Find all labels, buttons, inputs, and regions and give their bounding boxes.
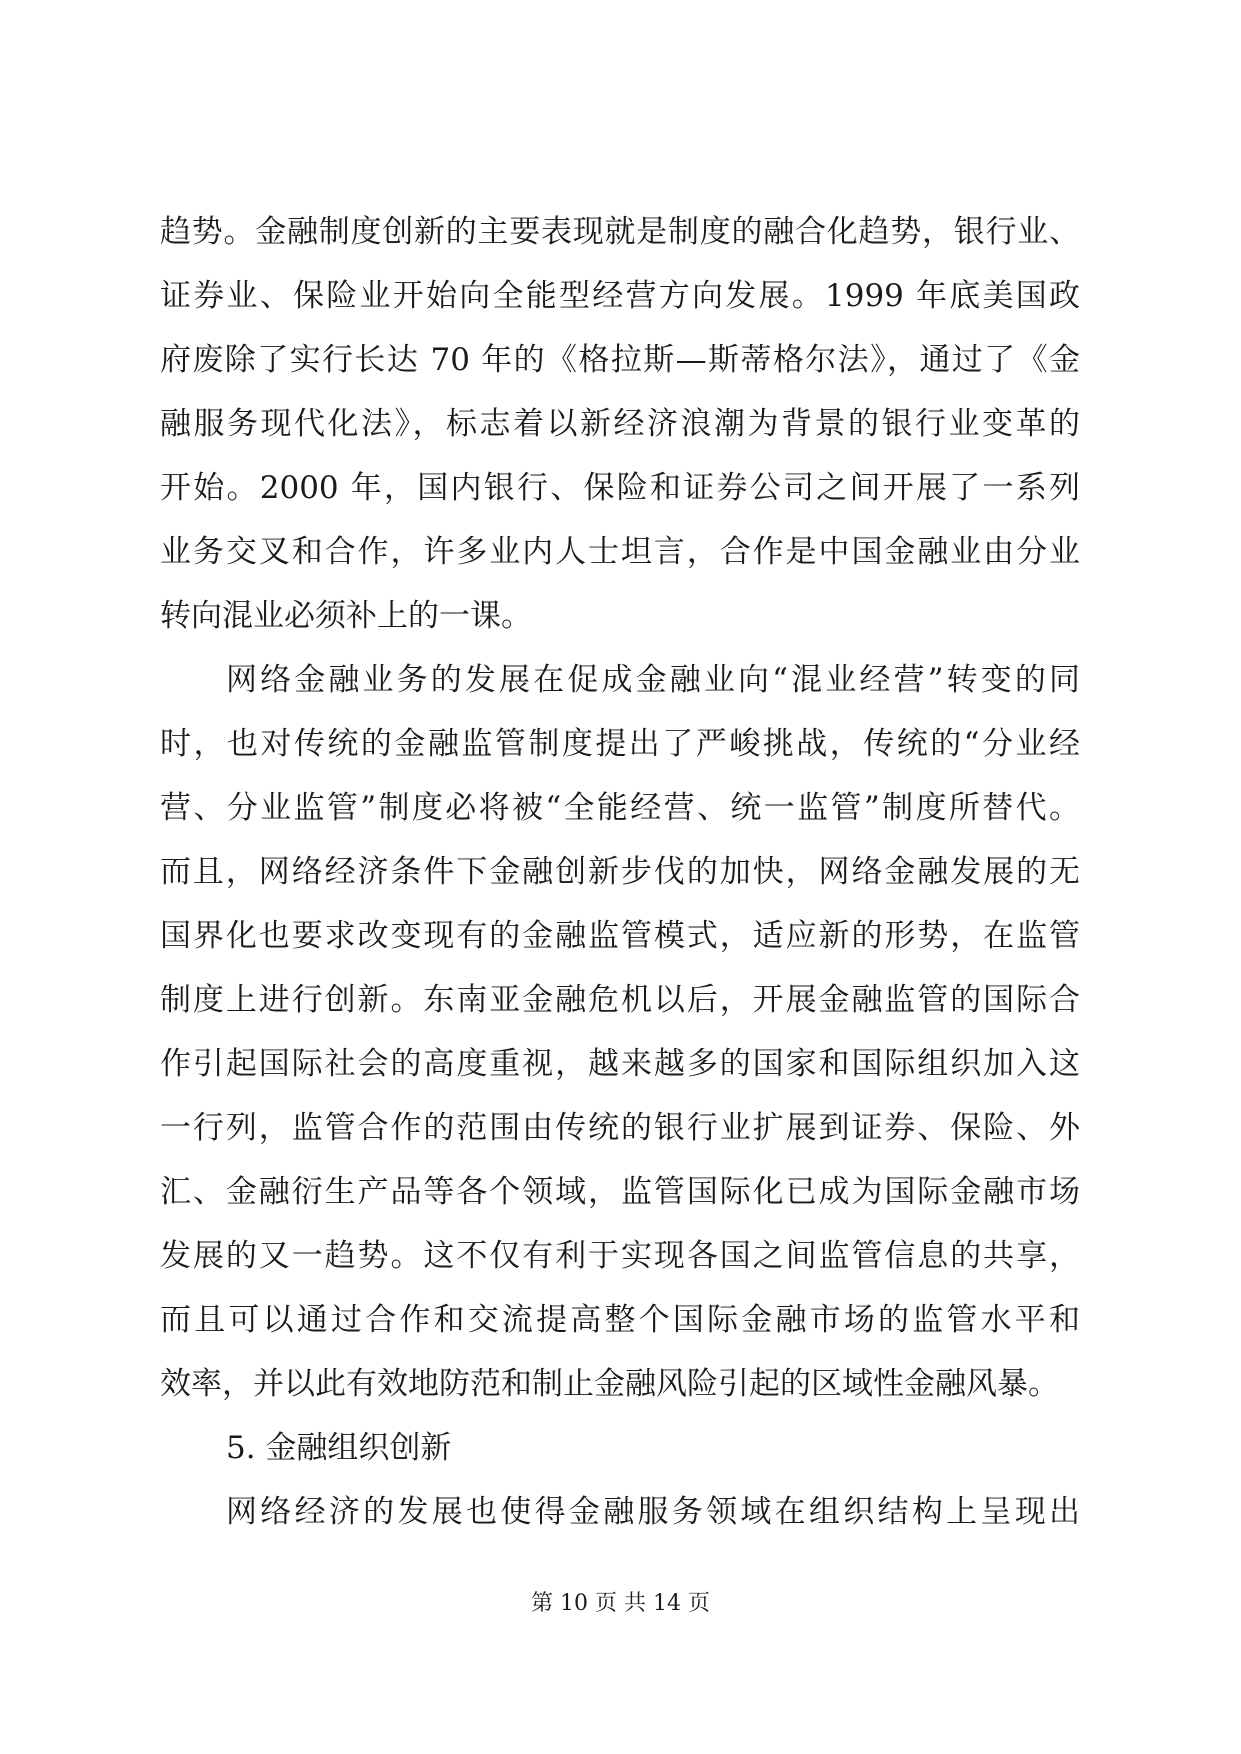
text-line: 发展的又一趋势。这不仅有利于实现各国之间监管信息的共享， — [160, 1238, 1080, 1274]
page-footer — [0, 1588, 1241, 1620]
section-heading: 5. 金融组织创新 — [226, 1430, 452, 1466]
text-line: 趋势。金融制度创新的主要表现就是制度的融合化趋势，银行业、 — [160, 214, 1080, 250]
text-line: 效率，并以此有效地防范和制止金融风险引起的区域性金融风暴。 — [160, 1366, 1059, 1402]
paragraph-2 — [160, 648, 1080, 1416]
page-number-label: 第 10 页 共 14 页 — [531, 1591, 710, 1616]
text-line: 时，也对传统的金融监管制度提出了严峻挑战，传统的“分业经 — [160, 726, 1080, 762]
text-line: 营、分业监管”制度必将被“全能经营、统一监管”制度所替代。 — [160, 790, 1080, 826]
text-line: 府废除了实行长达 70 年的《格拉斯—斯蒂格尔法》，通过了《金 — [160, 342, 1080, 378]
text-line: 作引起国际社会的高度重视，越来越多的国家和国际组织加入这 — [160, 1046, 1080, 1082]
text-line: 融服务现代化法》，标志着以新经济浪潮为背景的银行业变革的 — [160, 406, 1080, 442]
text-line: 而且，网络经济条件下金融创新步伐的加快，网络金融发展的无 — [160, 854, 1080, 890]
text-line: 而且可以通过合作和交流提高整个国际金融市场的监管水平和 — [160, 1302, 1080, 1338]
text-line: 证券业、保险业开始向全能型经营方向发展。1999 年底美国政 — [160, 278, 1080, 314]
paragraph-3 — [160, 1480, 1080, 1544]
text-line: 网络经济的发展也使得金融服务领域在组织结构上呈现出 — [226, 1494, 1080, 1530]
text-line: 转向混业必须补上的一课。 — [160, 598, 532, 634]
text-line: 网络金融业务的发展在促成金融业向“混业经营”转变的同 — [226, 662, 1080, 698]
text-line: 国界化也要求改变现有的金融监管模式，适应新的形势，在监管 — [160, 918, 1080, 954]
text-line: 开始。2000 年，国内银行、保险和证券公司之间开展了一系列 — [160, 470, 1080, 506]
text-line: 制度上进行创新。东南亚金融危机以后，开展金融监管的国际合 — [160, 982, 1080, 1018]
document-body — [160, 200, 1080, 1544]
text-line: 汇、金融衍生产品等各个领域，监管国际化已成为国际金融市场 — [160, 1174, 1080, 1210]
text-line: 业务交叉和合作，许多业内人士坦言，合作是中国金融业由分业 — [160, 534, 1080, 570]
paragraph-1 — [160, 200, 1080, 648]
text-line: 一行列，监管合作的范围由传统的银行业扩展到证券、保险、外 — [160, 1110, 1080, 1146]
